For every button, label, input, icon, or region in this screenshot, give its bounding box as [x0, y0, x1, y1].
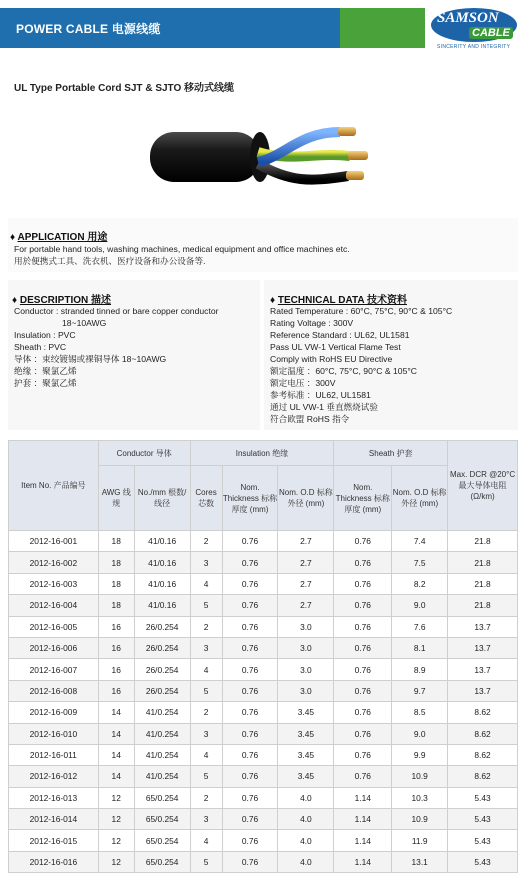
table-cell: 0.76 [222, 702, 278, 723]
table-cell: 3.0 [278, 659, 334, 680]
table-cell: 0.76 [222, 552, 278, 573]
table-cell: 11.9 [392, 830, 448, 851]
header-dcr: Max. DCR @20°C 最大导体电阻 (Ω/km) [448, 441, 518, 531]
technical-line: 通过 UL VW-1 垂直燃烧试验 [270, 402, 378, 412]
table-cell: 0.76 [222, 637, 278, 658]
table-cell: 10.9 [392, 809, 448, 830]
table-cell: 2012-16-001 [9, 531, 99, 552]
table-cell: 0.76 [334, 680, 392, 701]
table-cell: 0.76 [222, 809, 278, 830]
table-cell: 0.76 [334, 702, 392, 723]
table-cell: 18 [98, 595, 134, 616]
table-cell: 1.14 [334, 787, 392, 808]
table-cell: 4.0 [278, 787, 334, 808]
description-line: 护套 ：聚氯乙烯 [14, 378, 77, 388]
table-cell: 8.62 [448, 702, 518, 723]
technical-line: Comply with RoHS EU Directive [270, 354, 393, 364]
table-cell: 5 [190, 851, 222, 872]
table-cell: 3 [190, 552, 222, 573]
table-cell: 0.76 [222, 766, 278, 787]
table-row [9, 552, 518, 573]
table-cell: 3.45 [278, 766, 334, 787]
table-cell: 41/0.16 [134, 595, 190, 616]
table-cell: 0.76 [222, 787, 278, 808]
table-cell: 2012-16-016 [9, 851, 99, 872]
table-cell: 0.76 [222, 659, 278, 680]
table-cell: 8.62 [448, 766, 518, 787]
description-title: ♦ DESCRIPTION 描述 [12, 295, 112, 306]
table-cell: 2 [190, 702, 222, 723]
technical-line: 额定电压 ：300V [270, 378, 336, 388]
table-cell: 0.76 [222, 851, 278, 872]
table-cell: 18 [98, 531, 134, 552]
technical-line: Pass UL VW-1 Vertical Flame Test [270, 342, 401, 352]
company-logo [427, 4, 523, 52]
table-cell: 2012-16-014 [9, 809, 99, 830]
table-cell: 0.76 [222, 723, 278, 744]
description-line: Insulation : PVC [14, 330, 76, 340]
spec-table-body [9, 531, 518, 873]
table-row [9, 851, 518, 872]
application-text [14, 243, 504, 267]
table-cell: 21.8 [448, 595, 518, 616]
description-title-text: DESCRIPTION 描述 [19, 295, 112, 306]
table-cell: 0.76 [334, 723, 392, 744]
technical-line: 参考标准 ：UL62, UL1581 [270, 390, 371, 400]
table-cell: 14 [98, 702, 134, 723]
table-cell: 21.8 [448, 573, 518, 594]
table-cell: 26/0.254 [134, 659, 190, 680]
table-cell: 65/0.254 [134, 851, 190, 872]
table-cell: 41/0.254 [134, 723, 190, 744]
table-cell: 3 [190, 637, 222, 658]
technical-line: 额定温度 ：60°C, 75°C, 90°C & 105°C [270, 366, 418, 376]
table-cell: 16 [98, 637, 134, 658]
table-cell: 0.76 [222, 595, 278, 616]
description-line: 18~10AWG [62, 318, 107, 328]
description-text [14, 305, 254, 389]
table-cell: 0.76 [334, 595, 392, 616]
table-cell: 41/0.254 [134, 766, 190, 787]
table-row [9, 595, 518, 616]
technical-title: ♦ TECHNICAL DATA 技术资料 [270, 295, 407, 306]
table-cell: 5 [190, 595, 222, 616]
description-line: Conductor : stranded tinned or bare copper conductor [14, 306, 219, 316]
header-bar [0, 8, 365, 48]
table-cell: 3 [190, 723, 222, 744]
table-cell: 0.76 [334, 744, 392, 765]
table-cell: 2.7 [278, 595, 334, 616]
logo-main-text: SAMSON [437, 10, 499, 26]
table-row [9, 702, 518, 723]
table-cell: 5 [190, 680, 222, 701]
table-cell: 1.14 [334, 809, 392, 830]
table-cell: 0.76 [222, 744, 278, 765]
table-cell: 21.8 [448, 531, 518, 552]
table-cell: 12 [98, 851, 134, 872]
header-item: Item No. 产品编号 [9, 441, 99, 531]
header-sh-od: Nom. O.D 标称外径 (mm) [392, 466, 448, 531]
table-cell: 9.0 [392, 595, 448, 616]
table-cell: 4 [190, 573, 222, 594]
table-cell: 14 [98, 723, 134, 744]
table-row [9, 809, 518, 830]
table-cell: 4.0 [278, 851, 334, 872]
technical-line: Reference Standard : UL62, UL1581 [270, 330, 410, 340]
table-cell: 1.14 [334, 830, 392, 851]
table-cell: 0.76 [222, 573, 278, 594]
table-cell: 0.76 [334, 531, 392, 552]
table-cell: 3.0 [278, 616, 334, 637]
table-cell: 14 [98, 744, 134, 765]
table-cell: 5.43 [448, 787, 518, 808]
table-cell: 21.8 [448, 552, 518, 573]
table-cell: 5.43 [448, 851, 518, 872]
table-cell: 2012-16-013 [9, 787, 99, 808]
table-cell: 13.1 [392, 851, 448, 872]
table-cell: 0.76 [334, 659, 392, 680]
application-title: ♦ APPLICATION 用途 [10, 232, 108, 243]
table-row [9, 531, 518, 552]
table-cell: 12 [98, 830, 134, 851]
application-line: For portable hand tools, washing machines, medical equipment and office machines etc. [14, 244, 350, 254]
table-cell: 7.4 [392, 531, 448, 552]
table-cell: 13.7 [448, 680, 518, 701]
table-cell: 0.76 [222, 531, 278, 552]
table-cell: 2012-16-006 [9, 637, 99, 658]
header-ins-od: Nom. O.D 标称外径 (mm) [278, 466, 334, 531]
header-ins-thickness: Nom. Thickness 标称厚度 (mm) [222, 466, 278, 531]
table-cell: 4 [190, 830, 222, 851]
table-cell: 2012-16-012 [9, 766, 99, 787]
table-cell: 5.43 [448, 830, 518, 851]
logo-tagline: SINCERITY AND INTEGRITY [437, 44, 511, 50]
table-row [9, 616, 518, 637]
application-title-text: APPLICATION 用途 [17, 232, 108, 243]
table-row [9, 573, 518, 594]
technical-line: Rating Voltage : 300V [270, 318, 354, 328]
table-cell: 0.76 [222, 680, 278, 701]
table-cell: 7.6 [392, 616, 448, 637]
table-cell: 8.5 [392, 702, 448, 723]
table-cell: 1.14 [334, 851, 392, 872]
table-cell: 8.9 [392, 659, 448, 680]
table-row [9, 637, 518, 658]
header-accent [340, 8, 425, 48]
table-cell: 14 [98, 766, 134, 787]
table-cell: 3.45 [278, 744, 334, 765]
table-cell: 0.76 [334, 766, 392, 787]
table-row [9, 744, 518, 765]
table-cell: 3.45 [278, 723, 334, 744]
spec-table [8, 440, 518, 873]
table-cell: 2012-16-003 [9, 573, 99, 594]
table-cell: 2 [190, 616, 222, 637]
technical-line: Rated Temperature : 60°C, 75°C, 90°C & 105°C [270, 306, 453, 316]
table-row [9, 723, 518, 744]
table-cell: 16 [98, 680, 134, 701]
table-cell: 26/0.254 [134, 637, 190, 658]
table-cell: 10.3 [392, 787, 448, 808]
table-cell: 2012-16-007 [9, 659, 99, 680]
technical-text [270, 305, 510, 425]
table-cell: 5 [190, 766, 222, 787]
table-cell: 0.76 [334, 616, 392, 637]
table-cell: 0.76 [334, 573, 392, 594]
table-row [9, 766, 518, 787]
header-sh-thickness: Nom. Thickness 标称厚度 (mm) [334, 466, 392, 531]
table-cell: 2 [190, 787, 222, 808]
description-line: 绝缘 ：聚氯乙烯 [14, 366, 77, 376]
table-cell: 8.62 [448, 744, 518, 765]
header-insulation-group: Insulation 绝缘 [190, 441, 334, 466]
table-cell: 2012-16-010 [9, 723, 99, 744]
table-cell: 18 [98, 573, 134, 594]
table-cell: 3 [190, 809, 222, 830]
table-cell: 41/0.16 [134, 531, 190, 552]
table-cell: 8.2 [392, 573, 448, 594]
table-cell: 9.9 [392, 744, 448, 765]
table-cell: 2012-16-009 [9, 702, 99, 723]
product-title: UL Type Portable Cord SJT & SJTO 移动式线缆 [14, 83, 235, 94]
table-row [9, 659, 518, 680]
table-cell: 12 [98, 787, 134, 808]
description-line: 导体 ：束绞镀锡或裸铜导体 18~10AWG [14, 354, 167, 364]
table-cell: 26/0.254 [134, 616, 190, 637]
table-cell: 65/0.254 [134, 830, 190, 851]
table-cell: 13.7 [448, 616, 518, 637]
header-nomm: No./mm 根数/线径 [134, 466, 190, 531]
table-cell: 3.0 [278, 680, 334, 701]
table-cell: 10.9 [392, 766, 448, 787]
table-cell: 4 [190, 659, 222, 680]
table-cell: 2.7 [278, 552, 334, 573]
table-cell: 26/0.254 [134, 680, 190, 701]
table-cell: 2012-16-011 [9, 744, 99, 765]
technical-title-text: TECHNICAL DATA 技术资料 [277, 295, 407, 306]
table-cell: 7.5 [392, 552, 448, 573]
table-row [9, 680, 518, 701]
table-cell: 16 [98, 659, 134, 680]
header-awg: AWG 线规 [98, 466, 134, 531]
table-cell: 9.7 [392, 680, 448, 701]
table-cell: 2012-16-005 [9, 616, 99, 637]
header-cores: Cores 芯数 [190, 466, 222, 531]
logo-sub-text: CABLE [469, 27, 513, 39]
table-cell: 8.1 [392, 637, 448, 658]
header-conductor-group: Conductor 导体 [98, 441, 190, 466]
page-header [0, 0, 527, 56]
table-cell: 4.0 [278, 809, 334, 830]
table-cell: 4 [190, 744, 222, 765]
table-cell: 2 [190, 531, 222, 552]
table-cell: 65/0.254 [134, 809, 190, 830]
table-cell: 4.0 [278, 830, 334, 851]
table-cell: 41/0.254 [134, 702, 190, 723]
table-cell: 12 [98, 809, 134, 830]
table-cell: 8.62 [448, 723, 518, 744]
table-cell: 18 [98, 552, 134, 573]
table-cell: 41/0.16 [134, 573, 190, 594]
table-cell: 2012-16-008 [9, 680, 99, 701]
table-cell: 0.76 [334, 552, 392, 573]
header-sheath-group: Sheath 护套 [334, 441, 448, 466]
table-cell: 5.43 [448, 809, 518, 830]
table-cell: 2012-16-002 [9, 552, 99, 573]
table-cell: 3.0 [278, 637, 334, 658]
table-cell: 41/0.16 [134, 552, 190, 573]
table-cell: 0.76 [222, 616, 278, 637]
table-cell: 41/0.254 [134, 744, 190, 765]
table-cell: 65/0.254 [134, 787, 190, 808]
application-line: 用於便携式工具、洗衣机、医疗设备和办公设备等. [14, 256, 206, 266]
table-cell: 3.45 [278, 702, 334, 723]
header-title: POWER CABLE 电源线缆 [16, 22, 161, 36]
technical-line: 符合欧盟 RoHS 指令 [270, 414, 350, 424]
table-cell: 0.76 [222, 830, 278, 851]
table-cell: 9.0 [392, 723, 448, 744]
table-row [9, 830, 518, 851]
table-cell: 2012-16-004 [9, 595, 99, 616]
cable-illustration [140, 112, 400, 200]
description-line: Sheath : PVC [14, 342, 67, 352]
table-cell: 13.7 [448, 659, 518, 680]
table-cell: 2.7 [278, 531, 334, 552]
table-cell: 13.7 [448, 637, 518, 658]
table-cell: 2.7 [278, 573, 334, 594]
table-cell: 16 [98, 616, 134, 637]
table-cell: 0.76 [334, 637, 392, 658]
table-cell: 2012-16-015 [9, 830, 99, 851]
table-row [9, 787, 518, 808]
